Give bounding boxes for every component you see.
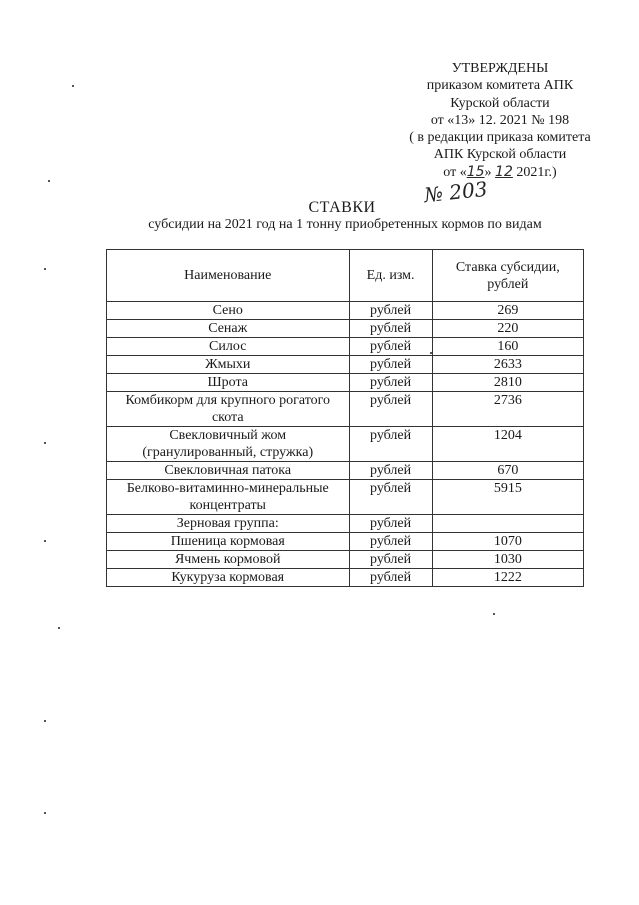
cell-name: Зерновая группа:: [107, 515, 350, 533]
cell-rate: 2736: [432, 392, 583, 427]
approval-line-committee: АПК Курской области: [433, 147, 567, 163]
scan-speck: [44, 812, 46, 814]
scan-speck: [44, 442, 46, 444]
cell-unit: рублей: [349, 356, 432, 374]
cell-rate: 1070: [432, 533, 583, 551]
cell-rate: [432, 515, 583, 533]
scan-speck: [58, 627, 60, 629]
table-row: [107, 480, 584, 515]
cell-unit: рублей: [349, 338, 432, 356]
cell-name: Свекловичная патока: [107, 462, 350, 480]
handwritten-month: 12: [495, 163, 513, 180]
document-subtitle: субсидии на 2021 год на 1 тонну приобретенных кормов по видам: [148, 217, 542, 232]
cell-unit: рублей: [349, 302, 432, 320]
table-row: [107, 569, 584, 587]
scan-speck: [430, 352, 432, 354]
table-row: [107, 320, 584, 338]
cell-unit: рублей: [349, 480, 432, 515]
table-row: [107, 392, 584, 427]
rates-table: [106, 249, 584, 587]
cell-unit: рублей: [349, 462, 432, 480]
approval-line-region: Курской области: [450, 95, 550, 111]
table-row: [107, 462, 584, 480]
table-row: [107, 302, 584, 320]
cell-unit: рублей: [349, 392, 432, 427]
approval-line-edition: ( в редакции приказа комитета: [409, 130, 591, 146]
approval-line-order: приказом комитета АПК: [426, 78, 574, 94]
header-rate: Ставка субсидии, рублей: [432, 250, 583, 302]
cell-unit: рублей: [349, 374, 432, 392]
cell-name: Комбикорм для крупного рогатого скота: [107, 392, 350, 427]
scan-speck: [48, 180, 50, 182]
cell-rate: 1222: [432, 569, 583, 587]
cell-name: Пшеница кормовая: [107, 533, 350, 551]
cell-rate: 269: [432, 302, 583, 320]
cell-name: Белково-витаминно-минеральные концентраты: [107, 480, 350, 515]
cell-name: Ячмень кормовой: [107, 551, 350, 569]
scan-speck: [44, 540, 46, 542]
cell-unit: рублей: [349, 533, 432, 551]
scan-speck: [44, 720, 46, 722]
cell-name: Свекловичный жом (гранулированный, стружка): [107, 427, 350, 462]
cell-unit: рублей: [349, 427, 432, 462]
cell-name: Сено: [107, 302, 350, 320]
cell-rate: 1204: [432, 427, 583, 462]
cell-unit: рублей: [349, 515, 432, 533]
table-row: [107, 515, 584, 533]
cell-rate: 220: [432, 320, 583, 338]
header-name: Наименование: [107, 250, 350, 302]
cell-name: Жмыхи: [107, 356, 350, 374]
scan-speck: [44, 268, 46, 270]
scan-speck: [493, 613, 495, 615]
cell-unit: рублей: [349, 320, 432, 338]
cell-rate: 2810: [432, 374, 583, 392]
cell-rate: 670: [432, 462, 583, 480]
cell-rate: 5915: [432, 480, 583, 515]
table-row: [107, 427, 584, 462]
table-header-row: [107, 250, 584, 302]
cell-name: Кукуруза кормовая: [107, 569, 350, 587]
header-unit: Ед. изм.: [349, 250, 432, 302]
table-row: [107, 338, 584, 356]
cell-unit: рублей: [349, 551, 432, 569]
approval-line-edition-date: от «15» 12 2021г.): [443, 163, 557, 180]
cell-rate: 1030: [432, 551, 583, 569]
approval-line-date: от «13» 12. 2021 № 198: [430, 112, 570, 128]
cell-rate: 160: [432, 338, 583, 356]
approval-title: УТВЕРЖДЕНЫ: [451, 61, 549, 76]
cell-rate: 2633: [432, 356, 583, 374]
document-title: СТАВКИ: [308, 199, 376, 216]
cell-name: Сенаж: [107, 320, 350, 338]
handwritten-order-number: № 203: [422, 176, 489, 208]
cell-name: Силос: [107, 338, 350, 356]
approval-block: [380, 60, 620, 181]
table-row: [107, 356, 584, 374]
table-row: [107, 533, 584, 551]
table-row: [107, 374, 584, 392]
scan-speck: [72, 85, 74, 87]
handwritten-day: 15: [466, 163, 485, 180]
table-row: [107, 551, 584, 569]
cell-name: Шрота: [107, 374, 350, 392]
cell-unit: рублей: [349, 569, 432, 587]
